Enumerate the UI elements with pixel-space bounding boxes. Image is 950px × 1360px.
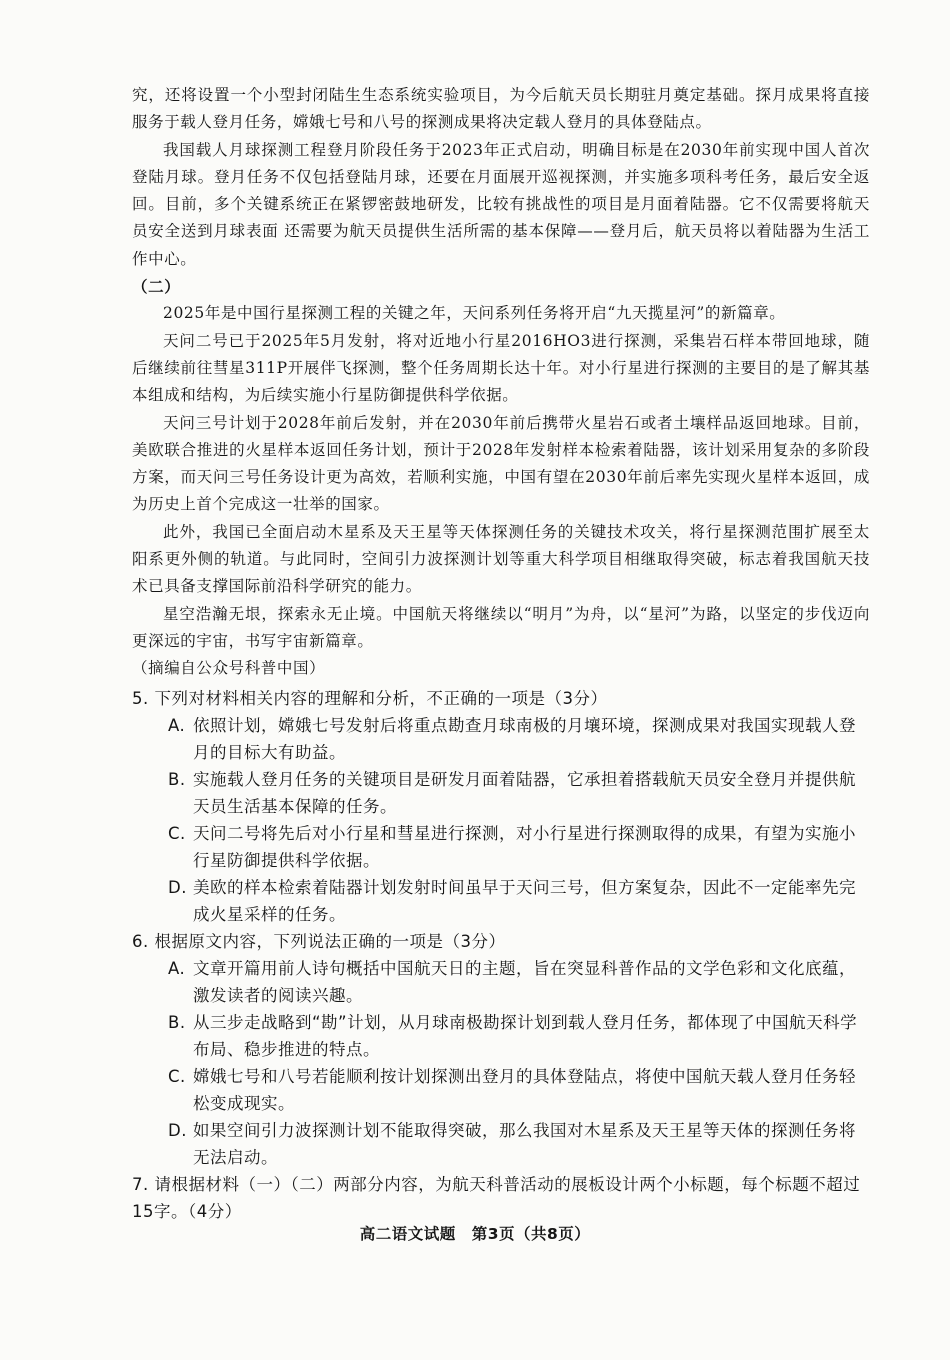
paragraph: 天问二号已于2025年5月发射，将对近地小行星2016HO3进行探测，采集岩石样本带回地球，随后继续前往彗星311P开展伴飞探测，整个任务周期长达十年。对小行星进行探测的主要目的是了解其基本组成和结构，为后续实施小行星防御提供科学依据。 [132,331,870,405]
question-stem: 5. 下列对材料相关内容的理解和分析，不正确的一项是（3分） [132,688,608,708]
paragraph: 究，还将设置一个小型封闭陆生生态系统实验项目，为今后航天员长期驻月奠定基础。探月成果将直接服务于载人登月任务，嫦娥七号和八号的探测成果将决定载人登月的具体登陆点。 [132,86,870,132]
option-text: 实施载人登月任务的关键项目是研发月面着陆器，它承担着搭载航天员安全登月并提供航天员生活基本保障的任务。 [193,769,856,816]
source-citation: （摘编自公众号科普中国） [132,659,326,678]
paragraph: 我国载人月球探测工程登月阶段任务于2023年正式启动，明确目标是在2030年前实现中国人首次登陆月球。登月任务不仅包括登陆月球，还要在月面展开巡视探测，并实施多项科考任务，最后安全返回。目前，多个关键系统正在紧锣密鼓地研发，比较有挑战性的项目是月面着陆器。它不仅需要将航天员安全送到月球表面 还需要为航天员提供生活所需的基本保障——登月后，航天员将以着陆器为生活工作中心。 [132,140,870,268]
option-text: 美欧的样本检索着陆器计划发射时间虽早于天问三号，但方案复杂，因此不一定能率先完成火星采样的任务。 [193,877,856,924]
option-letter: A. [168,715,186,735]
question-stem: 6. 根据原文内容，下列说法正确的一项是（3分） [132,931,506,951]
paragraph: 此外，我国已全面启动木星系及天王星等天体探测任务的关键技术攻关，将行星探测范围扩展至太阳系更外侧的轨道。与此同时，空间引力波探测计划等重大科学项目相继取得突破，标志着我国航天技术已具备支撑国际前沿科学研究的能力。 [132,522,870,596]
question-5 [132,685,870,928]
option-c [150,1063,870,1117]
paragraph: 2025年是中国行星探测工程的关键之年，天问系列任务将开启“九天揽星河”的新篇章。 [163,304,786,323]
option-d [150,1117,870,1171]
option-letter: B. [168,769,186,789]
option-letter: D. [168,1120,187,1140]
option-letter: C. [168,1066,186,1086]
page-footer: 高二语文试题 第3页（共8页） [359,1225,591,1243]
section-label: （二） [132,277,181,297]
option-letter: B. [168,1012,186,1032]
question-7 [132,1171,870,1225]
option-text: 文章开篇用前人诗句概括中国航天日的主题，旨在突显科普作品的文学色彩和文化底蕴，激发读者的阅读兴趣。 [193,958,856,1005]
option-b [150,1009,870,1063]
option-text: 从三步走战略到“勘”计划，从月球南极勘探计划到载人登月任务，都体现了中国航天科学布局、稳步推进的特点。 [193,1012,858,1059]
option-a [150,955,870,1009]
option-a [150,712,870,766]
question-stem: 7. 请根据材料（一）（二）两部分内容，为航天科普活动的展板设计两个小标题，每个标题不超过15字。（4分） [132,1174,861,1221]
option-letter: A. [168,958,186,978]
option-text: 嫦娥七号和八号若能顺利按计划探测出登月的具体登陆点，将使中国航天载人登月任务轻松变成现实。 [193,1066,856,1113]
paragraph: 天问三号计划于2028年前后发射，并在2030年前后携带火星岩石或者土壤样品返回地球。目前，美欧联合推进的火星样本返回任务计划，预计于2028年发射样本检索着陆器，该计划采用复杂的多阶段方案，而天问三号任务设计更为高效，若顺利实施，中国有望在2030年前后率先实现火星样本返回，成为历史上首个完成这一壮举的国家。 [132,413,870,514]
paragraph: 星空浩瀚无垠，探索永无止境。中国航天将继续以“明月”为舟，以“星河”为路，以坚定的步伐迈向更深远的宇宙，书写宇宙新篇章。 [132,604,870,650]
option-text: 天问二号将先后对小行星和彗星进行探测，对小行星进行探测取得的成果，有望为实施小行星防御提供科学依据。 [193,823,856,870]
question-6 [132,928,870,1171]
option-text: 如果空间引力波探测计划不能取得突破，那么我国对木星系及天王星等天体的探测任务将无法启动。 [193,1120,856,1167]
option-text: 依照计划，嫦娥七号发射后将重点勘查月球南极的月壤环境，探测成果对我国实现载人登月的目标大有助益。 [193,715,856,762]
question-list [132,685,870,1225]
option-c [150,820,870,874]
option-d [150,874,870,928]
option-letter: C. [168,823,186,843]
option-letter: D. [168,877,187,897]
option-b [150,766,870,820]
reading-passage [132,82,870,683]
